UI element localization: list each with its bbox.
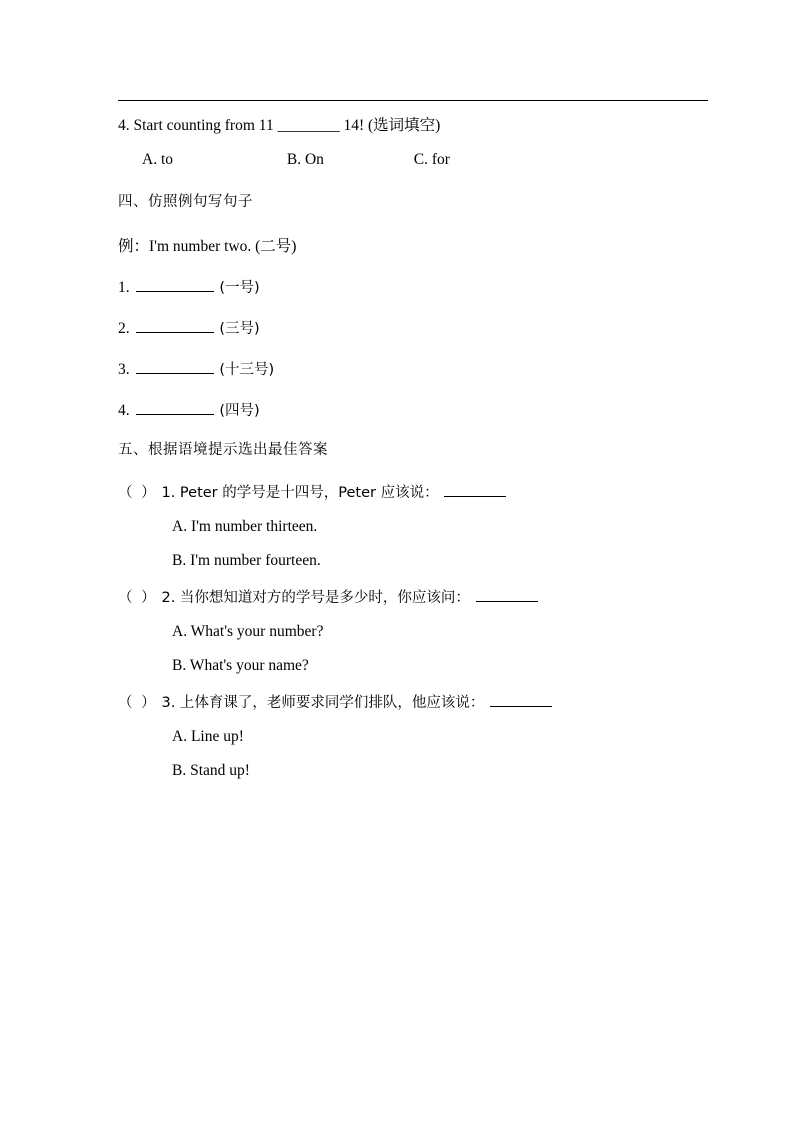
question-4-option-a[interactable]: A. to xyxy=(142,151,173,169)
item-2-hint: (三号) xyxy=(219,320,260,337)
question-3-prompt: 3. 上体育课了，老师要求同学们排队，他应该说： xyxy=(161,695,485,712)
item-3-hint: (十三号) xyxy=(219,361,275,378)
question-1-option-a[interactable]: A. I'm number thirteen. xyxy=(172,518,318,536)
question-2-option-b[interactable]: B. What's your name? xyxy=(172,657,309,675)
question-2-prompt-blank xyxy=(476,587,538,603)
section-4-item-3 xyxy=(118,358,708,379)
question-4-option-c[interactable]: C. for xyxy=(413,151,450,169)
item-3-answer-blank[interactable] xyxy=(136,358,214,374)
item-1-hint: (一号) xyxy=(219,279,260,296)
item-1-number: 1. xyxy=(118,278,130,296)
question-1-answer-box[interactable]: （ ） xyxy=(118,485,158,502)
item-3-number: 3. xyxy=(118,360,130,378)
section-4-heading: 四、仿照例句写句子 xyxy=(118,193,253,210)
question-3-option-a[interactable]: A. Line up! xyxy=(172,728,244,746)
question-2-prompt: 2. 当你想知道对方的学号是多少时，你应该问： xyxy=(161,590,470,607)
question-3-option-b[interactable]: B. Stand up! xyxy=(172,762,250,780)
question-1-prompt: 1. Peter 的学号是十四号，Peter 应该说： xyxy=(161,485,439,502)
section-4-item-4 xyxy=(118,399,708,420)
question-4-text: 4. Start counting from 11 ________ 14! (选词填空) xyxy=(118,117,441,134)
item-1-answer-blank[interactable] xyxy=(136,276,214,292)
question-2-option-a[interactable]: A. What's your number? xyxy=(172,623,324,641)
question-1-option-b[interactable]: B. I'm number fourteen. xyxy=(172,552,321,570)
section-4-example: 例：I'm number two. (二号) xyxy=(118,237,297,255)
question-3-prompt-blank xyxy=(490,692,552,708)
item-4-answer-blank[interactable] xyxy=(136,399,214,415)
worksheet-content xyxy=(118,100,708,796)
section-5-question-3 xyxy=(118,691,708,712)
top-divider xyxy=(118,100,708,101)
section-5-question-2 xyxy=(118,586,708,607)
section-5-question-1 xyxy=(118,481,708,502)
question-4-options xyxy=(118,149,708,171)
question-1-prompt-blank xyxy=(444,482,506,498)
item-2-number: 2. xyxy=(118,319,130,337)
question-2-answer-box[interactable]: （ ） xyxy=(118,590,158,607)
section-4-item-2 xyxy=(118,317,708,338)
item-4-hint: (四号) xyxy=(219,402,260,419)
item-4-number: 4. xyxy=(118,401,130,419)
section-4-item-1 xyxy=(118,276,708,297)
item-2-answer-blank[interactable] xyxy=(136,317,214,333)
section-5-heading: 五、根据语境提示选出最佳答案 xyxy=(118,441,328,458)
question-4-option-b[interactable]: B. On xyxy=(286,151,324,169)
question-3-answer-box[interactable]: （ ） xyxy=(118,695,158,712)
